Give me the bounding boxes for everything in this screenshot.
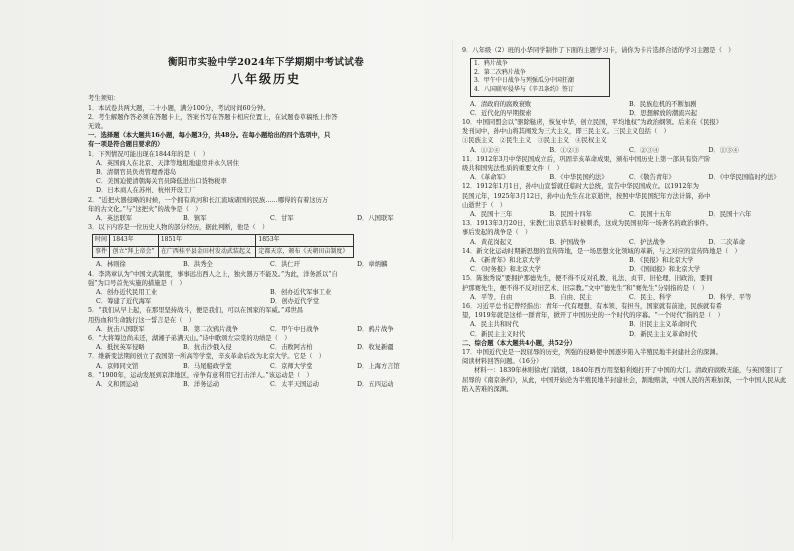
option: A．清政府的腐败衰败	[470, 100, 532, 108]
option: A．黄花岗起义	[470, 238, 513, 246]
option: B．洋务运动	[183, 381, 220, 389]
card-item: 4．八国联军侵华与《辛丑条约》签订	[474, 85, 574, 93]
option: B．清朝官员负责管理香港岛	[96, 169, 177, 177]
question-9	[462, 46, 788, 118]
options-row	[462, 265, 788, 274]
exam-subtitle: 八年级历史	[230, 72, 301, 87]
question-stem: 1．下列情况可能出现在1844年的是（ ）	[88, 150, 209, 158]
option: D．八国联军	[357, 215, 394, 223]
notice-heading: 考生须知：	[88, 95, 120, 103]
question-6	[88, 334, 444, 352]
option: A．民主共和时代	[470, 321, 519, 329]
question-stem: 14．新文化运动时期新思想的宣传阵地，是一场思想文化领域的革新，与之对应的宣传阵地是（ ）	[462, 247, 741, 255]
table-cell: 定都天京，颁布《天朝田亩制度》	[256, 246, 354, 258]
option: A．英法联军	[96, 215, 133, 223]
options-row	[462, 109, 788, 118]
question-stem: 强”为口号首先实施的措施是（ ）	[88, 279, 186, 287]
option: C．民主、科学	[629, 293, 672, 301]
question-15	[462, 274, 788, 302]
question-stem: 护那赛先生，便不得不反对旧艺术、旧宗教。”文中“德先生”和“赛先生”分别指的是（ ）	[462, 284, 708, 292]
option: B．《民报》和北京大学	[629, 257, 694, 265]
question-stem: 阅读材料回答问题。（16分）	[462, 358, 543, 366]
option: B．护国战争	[549, 238, 586, 246]
question-7	[88, 352, 444, 370]
option: B．创办近代军事工业	[270, 289, 332, 297]
option: B．马尾船政学堂	[183, 362, 232, 370]
option: A．京师同文馆	[96, 362, 139, 370]
question-3	[88, 223, 444, 269]
options-row	[88, 297, 444, 306]
question-stem: 3．以下内容是一位历史人物的部分经历，据此判断，他是（ ）	[88, 224, 269, 232]
question-stem: 望，1919年就是这样一群青年，掀开了中国历史的一个时代的序幕。“一个时代”指的是（ ）	[462, 312, 724, 320]
option: D．《国闻报》和北京大学	[629, 266, 701, 274]
options-row	[88, 288, 444, 297]
options-row	[88, 362, 444, 371]
notice-line: 2．考生解题作答必须在答题卡上，答案书写在答题卡相应位置上，在试题卷草稿纸上作答	[88, 113, 338, 121]
option: D．新民主主义革命时代	[629, 330, 698, 338]
option: B．抗击沙俄入侵	[183, 344, 232, 352]
options-row	[462, 100, 788, 109]
option: D．收复新疆	[357, 344, 394, 352]
question-14	[462, 247, 788, 275]
option: A．林则徐	[96, 261, 126, 269]
option: C．护法战争	[629, 238, 666, 246]
option: C．民国十五年	[629, 211, 672, 219]
option: D．二次革命	[708, 238, 746, 246]
question-stem: 16．习近平总书记曾经指出：青年一代有理想、有本领、有担当，国家就有前途，民族就有希	[462, 303, 722, 311]
card-item: 2．第二次鸦片战争	[474, 68, 526, 76]
table-cell: 1853年	[256, 235, 354, 247]
card-item: 3．甲午中日战争与列强瓜分中国狂潮	[474, 77, 574, 85]
option: D．鸦片战争	[357, 325, 394, 333]
question-stem: 2．“近把火器侵略的时候，一个拥有黄河和长江流域诸国的民族……哪得的有着这历万	[88, 196, 329, 204]
card-item: 1．鸦片战争	[474, 60, 508, 68]
options-row	[462, 146, 788, 155]
exam-title: 衡阳市实验中学2024年下学期期中考试试卷	[167, 57, 365, 68]
question-stem: 山逝世于（ ）	[462, 201, 507, 209]
question-10	[462, 118, 788, 155]
option: A．《新青年》和北京大学	[470, 257, 541, 265]
option: B．洪秀全	[183, 261, 213, 269]
question-stem: 发刊词中，孙中山将其阐发为三大主义，即三民主义。三民主义包括（ ）	[462, 128, 670, 136]
option: C．近代化的早期探索	[470, 109, 532, 117]
question-17	[462, 348, 788, 394]
option: D．《中华民国临时约法》	[708, 174, 780, 182]
question-stem: 4．李鸿章认为“中国文武制度，事事远出西人之上，独火器万不能及。”为此，洋务派以“自	[88, 270, 338, 278]
right-column	[462, 0, 788, 551]
options-row	[88, 260, 444, 269]
option: A．民国十三年	[470, 211, 513, 219]
option: A．平等、自由	[470, 293, 513, 301]
question-stem: 9．八年级（2）班的小华同学制作了下面的主题学习卡，请你为卡片选择合适的学习主题是（ ）	[462, 47, 735, 54]
section-heading: 二、综合题（本大题共4小题，共52分）	[462, 339, 576, 347]
option: C．新民主主义时代	[470, 330, 526, 338]
option: D．章炳麟	[357, 261, 388, 269]
option: C．《时务报》和北京大学	[470, 266, 541, 274]
question-stem: 6．“大将筹边尚未还，湖湘子弟满天山。”诗中歌颂左宗棠的功绩是（ ）	[88, 335, 291, 343]
table-header: 时间	[93, 235, 110, 247]
options-row	[88, 214, 444, 223]
question-11	[462, 155, 788, 183]
table-cell: 1843年	[110, 235, 158, 247]
question-stem: 级共和国宪法性质的重要文件（ ）	[462, 165, 563, 172]
option: B．旧民主主义革命时代	[629, 321, 697, 329]
option: C．太平天国运动	[270, 381, 319, 389]
section-heading: 有一项是符合题目要求的）	[88, 141, 164, 149]
question-8	[88, 371, 444, 389]
question-stem: 17．中国近代史是一段屈辱的历史，列强的侵略使中国逐步陷入半殖民地半封建社会的深渊。	[462, 349, 722, 357]
question-stem: 8．“1900年，运动发展到京津地区，帝争有意利用它打击洋人。”该运动是（ ）	[88, 371, 313, 379]
option: B．民国十四年	[549, 211, 592, 219]
timeline-table	[92, 234, 354, 258]
table-cell: 在广西桂平县金田村发动武装起义	[158, 246, 256, 258]
question-stem: 13．1913年3月20日，宋教仁出京搭车时被刺杀，这成为民国初年一场著名的政治事件。	[462, 220, 713, 228]
option: C．击败阿古柏	[270, 344, 313, 352]
question-stem: 10．中国同盟会以“驱除鞑虏，恢复中华，创立民国，平均地权”为政治纲领。后来在《民报》	[462, 118, 723, 126]
option: B．①②③	[549, 146, 580, 154]
question-5	[88, 306, 444, 334]
option: D．民国十六年	[708, 211, 752, 219]
question-stem: 年的古文化。”与“这把火”的战争是（ ）	[88, 205, 202, 213]
left-column	[88, 0, 444, 551]
option: C．②③④	[629, 146, 660, 154]
question-stem: 12．1912年1月1日，孙中山宣誓就任临时大总统，宣告中华民国成立。以1912年为	[462, 183, 699, 191]
options-row	[462, 210, 788, 219]
options-row	[462, 330, 788, 339]
question-stem: 7．维新变法期间创立了我国第一所高等学堂，辛亥革命后改为北京大学。它是（ ）	[88, 353, 325, 361]
question-stem: 15．陈独秀说“要拥护那德先生，便不得不反对孔教、礼法、贞节、旧伦理、旧政治，要拥	[462, 275, 713, 283]
option: B．镇军	[183, 215, 207, 223]
option: C．美国迫使清朝海关官员降低进出口货物税率	[96, 178, 227, 186]
option: B．自由、民主	[549, 293, 592, 301]
table-cell: 创立“拜上帝会”	[110, 246, 158, 258]
options-row	[462, 173, 788, 182]
option: D．创办近代学堂	[270, 298, 320, 306]
table-header: 事件	[93, 246, 110, 258]
option: C．京师大学堂	[270, 362, 313, 370]
question-16	[462, 302, 788, 339]
question-13	[462, 219, 788, 247]
notice-line: 1．本试卷共两大题，二十小题，满分100分，考试时间60分钟。	[88, 104, 270, 112]
question-2	[88, 196, 444, 224]
study-card	[470, 58, 610, 96]
options-row	[462, 320, 788, 329]
options-row	[88, 380, 444, 389]
option: C．甲午中日战争	[270, 325, 319, 333]
option: D．思想解放的潮流兴起	[629, 109, 698, 117]
option: A．①②④	[470, 146, 500, 154]
section-heading: 一．选择题（本大题共16小题，每小题3分，共48分。在每小题给出的四个选项中，只	[88, 132, 331, 140]
option: A．抗击八国联军	[96, 325, 145, 333]
options-row	[462, 238, 788, 247]
option: A．《革命军》	[470, 174, 510, 182]
option: D．上海方言馆	[357, 362, 400, 370]
option: B．民族危机的不断加剧	[629, 100, 697, 108]
option: C．筹建了近代海军	[96, 298, 152, 306]
option: D．日本商人在苏州、杭州开设工厂	[96, 187, 196, 195]
option: D．五四运动	[357, 381, 394, 389]
options-row	[462, 256, 788, 265]
options-row	[88, 343, 444, 352]
question-stem: 民国元年，1925年3月12日，孙中山先生在北京逝世，按照中华民国纪年方法计算，孙中	[462, 192, 711, 200]
question-stem: 事后发起的战争是（ ）	[462, 229, 532, 237]
option: C．洪仁玕	[270, 261, 301, 269]
material-text: 材料一：1839年林则徐虎门销烟，1840年西方用坚船利炮打开了中国的大门。清政府腐败无能，与英国签订了屈辱的《南京条约》，从此，中国开始沦为半殖民地半封建社会，割地赔款，中国人民的苦难加深，一个中国人民从此陷入苦难的深渊。	[462, 367, 787, 393]
option: D．①③④	[708, 146, 739, 154]
options-row	[462, 293, 788, 302]
question-stem: 5．“我们从早上起，在那里坚持战斗，便是我们，可以在国家的军威。”邓世昌	[88, 307, 304, 315]
page-fold	[452, 40, 453, 540]
table-cell: 1851年	[158, 235, 256, 247]
question-12	[462, 182, 788, 219]
option: C．甘军	[270, 215, 294, 223]
option: B．第二次鸦片战争	[183, 325, 239, 333]
option: A．创办近代民用工业	[96, 289, 158, 297]
option: A．英国商人在北京、天津等地租地建房并永久居住	[96, 159, 240, 167]
question-stem: ①民族主义 ②民生主义 ③民主主义 ④民权主义	[462, 137, 607, 145]
question-4	[88, 270, 444, 307]
option: B．《中华民国约法》	[549, 174, 608, 182]
question-1	[88, 150, 444, 196]
question-stem: 用热血和生命践行这一誓言是在（ ）	[88, 316, 196, 324]
option: A．义和团运动	[96, 381, 139, 389]
options-row	[88, 325, 444, 334]
question-stem: 11．1912年3月中华民国成立后，巩固辛亥革命成果，颁布中国历史上第一部具有资产阶	[462, 155, 711, 163]
option: C．《敬告青年》	[629, 174, 675, 182]
notice-line: 无效。	[88, 123, 107, 131]
option: D．科学、平等	[708, 293, 752, 301]
option: A．抵抗英军侵略	[96, 344, 145, 352]
